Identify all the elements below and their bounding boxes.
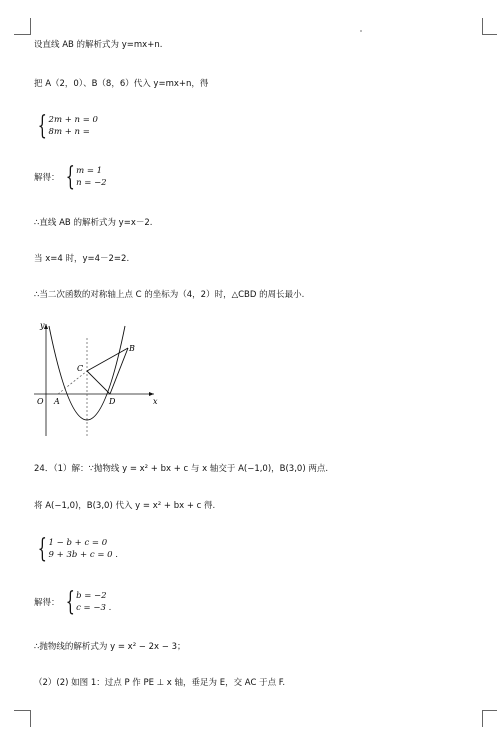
label-a: A bbox=[54, 397, 60, 406]
text-line-1: 设直线 AB 的解析式为 y=mx+n. bbox=[34, 40, 163, 50]
brace-icon: { bbox=[65, 587, 75, 617]
equation-row: m = 1 bbox=[76, 166, 103, 176]
equation-row: b = −2 bbox=[76, 591, 107, 601]
corner-mark-top-right bbox=[482, 18, 497, 35]
segment-cb bbox=[87, 348, 128, 371]
text-line-6: 24．（1）解：∵抛物线 y = x² + bx + c 与 x 轴交于 A(−1,0)，B(3,0) 两点. bbox=[34, 464, 329, 474]
label-o: O bbox=[37, 397, 44, 406]
y-axis-arrow-icon bbox=[44, 324, 48, 329]
equation-row: 1 − b + c = 0 bbox=[48, 538, 108, 548]
text-line-9: （2）(2) 如图 1：过点 P 作 PE ⊥ x 轴，垂足为 E，交 AC 于点 F. bbox=[34, 678, 286, 688]
equation-row: 9 + 3b + c = 0 . bbox=[48, 550, 118, 560]
equation-row: 2m + n = 0 bbox=[48, 115, 98, 125]
corner-mark-bottom-left bbox=[14, 710, 31, 727]
corner-mark-top-left bbox=[14, 18, 31, 35]
solution-2 bbox=[34, 589, 111, 615]
speck bbox=[360, 30, 362, 32]
label-b: B bbox=[129, 344, 135, 353]
brace-icon: { bbox=[37, 111, 47, 141]
equation-row: 8m + n = bbox=[48, 127, 90, 137]
equation-system-1 bbox=[34, 113, 98, 139]
solution-prefix: 解得： bbox=[34, 173, 60, 183]
text-line-5: ∴当二次函数的对称轴上点 C 的坐标为（4，2）时，△CBD 的周长最小. bbox=[34, 290, 305, 300]
label-d: D bbox=[109, 397, 116, 406]
text-line-3: ∴直线 AB 的解析式为 y=x－2. bbox=[34, 218, 153, 228]
solution-prefix: 解得： bbox=[34, 598, 60, 608]
solution-1 bbox=[34, 164, 107, 190]
label-c: C bbox=[77, 364, 84, 373]
brace-icon: { bbox=[37, 534, 47, 564]
equation-row: c = −3 . bbox=[76, 603, 112, 613]
segment-ac bbox=[58, 371, 87, 394]
x-axis-arrow-icon bbox=[149, 392, 154, 396]
segment-cd bbox=[87, 371, 110, 394]
corner-mark-bottom-right bbox=[482, 710, 497, 727]
label-x: x bbox=[153, 397, 158, 406]
equation-row: n = −2 bbox=[76, 178, 107, 188]
text-line-8: ∴抛物线的解析式为 y = x² − 2x − 3； bbox=[34, 642, 186, 652]
parabola-figure bbox=[34, 318, 164, 438]
text-line-4: 当 x=4 时，y=4－2=2. bbox=[34, 254, 130, 264]
brace-icon: { bbox=[65, 162, 75, 192]
equation-system-2 bbox=[34, 536, 118, 562]
text-line-2: 把 A（2，0）、B（8，6）代入 y=mx+n，得 bbox=[34, 79, 209, 89]
label-y: y bbox=[40, 321, 45, 330]
text-line-7: 将 A(−1,0)，B(3,0) 代入 y = x² + bx + c 得. bbox=[34, 501, 216, 511]
